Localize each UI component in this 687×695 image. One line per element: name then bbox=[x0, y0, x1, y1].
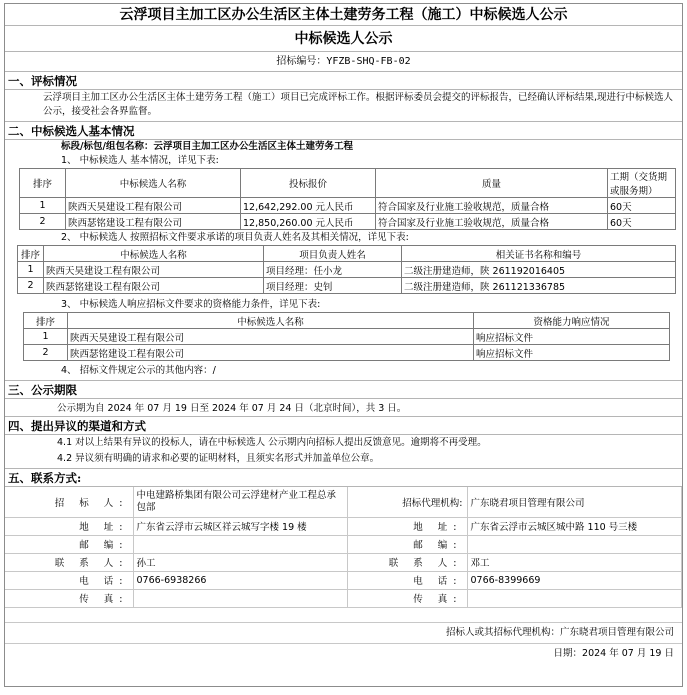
table-cell: 响应招标文件 bbox=[474, 345, 670, 361]
objection-2: 4.2 异议须有明确的请求和必要的证明材料，且须实名形式并加盖单位公章。 bbox=[5, 451, 682, 469]
table-header: 中标候选人名称 bbox=[66, 169, 241, 198]
contact-row bbox=[5, 517, 682, 535]
fax-label-right: 传 真: bbox=[347, 589, 467, 607]
table-cell: 项目经理：任小龙 bbox=[264, 262, 402, 278]
address-right: 广东省云浮市云城区城中路 110 号三楼 bbox=[467, 517, 682, 535]
contact-row bbox=[5, 487, 682, 517]
bid-number bbox=[5, 52, 682, 72]
table-cell: 符合国家及行业施工验收规范，质量合格 bbox=[376, 214, 608, 230]
table-header: 排序 bbox=[20, 169, 66, 198]
objection-1: 4.1 对以上结果有异议的投标人，请在中标候选人 公示期内向招标人提出反馈意见。逾期将不再受理。 bbox=[57, 437, 487, 448]
footer-org-label: 招标人或其招标代理机构： bbox=[445, 626, 560, 638]
period-text: 公示期为自 2024 年 07 月 19 日至 2024 年 07 月 24 日（北京时间），共 3 日。 bbox=[5, 399, 682, 417]
address-label: 地 址: bbox=[5, 517, 133, 535]
address-label-right: 地 址: bbox=[347, 517, 467, 535]
agent-label: 招标代理机构: bbox=[347, 487, 467, 517]
qualification-table bbox=[23, 312, 670, 361]
bid-number-value: YFZB-SHQ-FB-02 bbox=[326, 56, 411, 67]
agent-value: 广东晓君项目管理有限公司 bbox=[467, 487, 682, 517]
table-header: 投标报价 bbox=[241, 169, 376, 198]
fax-left bbox=[133, 589, 347, 607]
fax-label: 传 真: bbox=[5, 589, 133, 607]
table-row bbox=[24, 345, 670, 361]
section-heading-contact: 五、联系方式: bbox=[5, 469, 682, 487]
contact-row bbox=[5, 571, 682, 589]
table3-caption: 3、 中标候选人响应招标文件要求的资格能力条件，详见下表: bbox=[61, 299, 321, 310]
postcode-label: 邮 编: bbox=[5, 535, 133, 553]
footer-org-value: 广东晓君项目管理有限公司 bbox=[559, 626, 674, 638]
phone-right: 0766-8399669 bbox=[467, 571, 682, 589]
contact-person-left: 孙工 bbox=[133, 553, 347, 571]
contact-row bbox=[5, 589, 682, 607]
footer-date-value: 2024 年 07 月 19 日 bbox=[582, 647, 674, 659]
table-header: 排序 bbox=[24, 313, 68, 329]
table2-caption: 2、 中标候选人 按照招标文件要求承诺的项目负责人姓名及其相关情况，详见下表: bbox=[61, 232, 409, 243]
table-cell: 符合国家及行业施工验收规范，质量合格 bbox=[376, 198, 608, 214]
table-cell: 项目经理：史钊 bbox=[264, 278, 402, 294]
contact-person-label: 联 系 人: bbox=[5, 553, 133, 571]
table-cell: 陕西瑟铭建设工程有限公司 bbox=[44, 278, 264, 294]
section-heading-evaluation: 一、评标情况 bbox=[5, 72, 682, 90]
table-header: 资格能力响应情况 bbox=[474, 313, 670, 329]
bid-number-label: 招标编号： bbox=[276, 56, 327, 67]
table-header: 工期（交货期或服务期） bbox=[608, 169, 676, 198]
table-cell: 60天 bbox=[608, 198, 676, 214]
other-content: 4、 招标文件规定公示的其他内容：/ bbox=[5, 361, 682, 381]
contact-table bbox=[5, 487, 682, 608]
footer-date-label: 日期： bbox=[553, 647, 583, 659]
table-row bbox=[24, 329, 670, 345]
phone-left: 0766-6938266 bbox=[133, 571, 347, 589]
table-row bbox=[18, 278, 676, 294]
contact-person-right: 邓工 bbox=[467, 553, 682, 571]
table-header: 中标候选人名称 bbox=[44, 246, 264, 262]
table-header: 中标候选人名称 bbox=[68, 313, 474, 329]
spacer bbox=[5, 608, 682, 623]
table-cell: 2 bbox=[24, 345, 68, 361]
postcode-right bbox=[467, 535, 682, 553]
section-heading-objection: 四、提出异议的渠道和方式 bbox=[5, 417, 682, 435]
footer-org bbox=[5, 623, 682, 644]
tenderer-value: 中电建路桥集团有限公司云浮建材产业工程总承包部 bbox=[133, 487, 347, 517]
table-row bbox=[20, 198, 676, 214]
footer-date bbox=[5, 644, 682, 664]
postcode-left bbox=[133, 535, 347, 553]
table-row bbox=[18, 262, 676, 278]
table-header: 质量 bbox=[376, 169, 608, 198]
section-heading-candidates: 二、中标候选人基本情况 bbox=[5, 122, 682, 140]
table-cell: 二级注册建造师，陕 261121336785 bbox=[402, 278, 676, 294]
contact-row bbox=[5, 553, 682, 571]
fax-right bbox=[467, 589, 682, 607]
page-title: 云浮项目主加工区办公生活区主体土建劳务工程（施工）中标候选人公示 bbox=[5, 4, 682, 26]
table-cell: 2 bbox=[20, 214, 66, 230]
address-left: 广东省云浮市云城区祥云城写字楼 19 楼 bbox=[133, 517, 347, 535]
table-cell: 1 bbox=[20, 198, 66, 214]
postcode-label-right: 邮 编: bbox=[347, 535, 467, 553]
table-cell: 响应招标文件 bbox=[474, 329, 670, 345]
lot-label: 标段/标包/组包名称： bbox=[61, 141, 154, 152]
candidate-basic-table bbox=[19, 168, 676, 230]
contact-person-label-right: 联 系 人: bbox=[347, 553, 467, 571]
lot-name: 云浮项目主加工区办公生活区主体土建劳务工程 bbox=[153, 141, 353, 152]
page-subtitle: 中标候选人公示 bbox=[5, 26, 682, 52]
notice-page bbox=[4, 3, 683, 687]
table-cell: 陕西瑟铭建设工程有限公司 bbox=[68, 345, 474, 361]
table-cell: 12,850,260.00 元人民币 bbox=[241, 214, 376, 230]
table-header: 相关证书名称和编号 bbox=[402, 246, 676, 262]
phone-label: 电 话: bbox=[5, 571, 133, 589]
contact-row bbox=[5, 535, 682, 553]
table-header: 项目负责人姓名 bbox=[264, 246, 402, 262]
table-row bbox=[20, 214, 676, 230]
section-heading-period: 三、公示期限 bbox=[5, 381, 682, 399]
table-header: 排序 bbox=[18, 246, 44, 262]
table-cell: 2 bbox=[18, 278, 44, 294]
table-cell: 二级注册建造师，陕 261192016405 bbox=[402, 262, 676, 278]
table-cell: 1 bbox=[24, 329, 68, 345]
lot-line bbox=[5, 140, 682, 154]
table-cell: 陕西天昊建设工程有限公司 bbox=[44, 262, 264, 278]
table-cell: 陕西瑟铭建设工程有限公司 bbox=[66, 214, 241, 230]
project-manager-table bbox=[17, 245, 676, 294]
phone-label-right: 电 话: bbox=[347, 571, 467, 589]
evaluation-text: 云浮项目主加工区办公生活区主体土建劳务工程（施工）项目已完成评标工作。根据评标委员会提交的评标报告，已经确认评标结果,现进行中标候选人公示，接受社会各界监督。 bbox=[5, 90, 682, 122]
table-cell: 60天 bbox=[608, 214, 676, 230]
tenderer-label: 招 标 人: bbox=[5, 487, 133, 517]
table-cell: 陕西天昊建设工程有限公司 bbox=[66, 198, 241, 214]
table-cell: 陕西天昊建设工程有限公司 bbox=[68, 329, 474, 345]
table1-caption: 1、 中标候选人 基本情况，详见下表: bbox=[61, 155, 219, 166]
table-cell: 12,642,292.00 元人民币 bbox=[241, 198, 376, 214]
table-cell: 1 bbox=[18, 262, 44, 278]
